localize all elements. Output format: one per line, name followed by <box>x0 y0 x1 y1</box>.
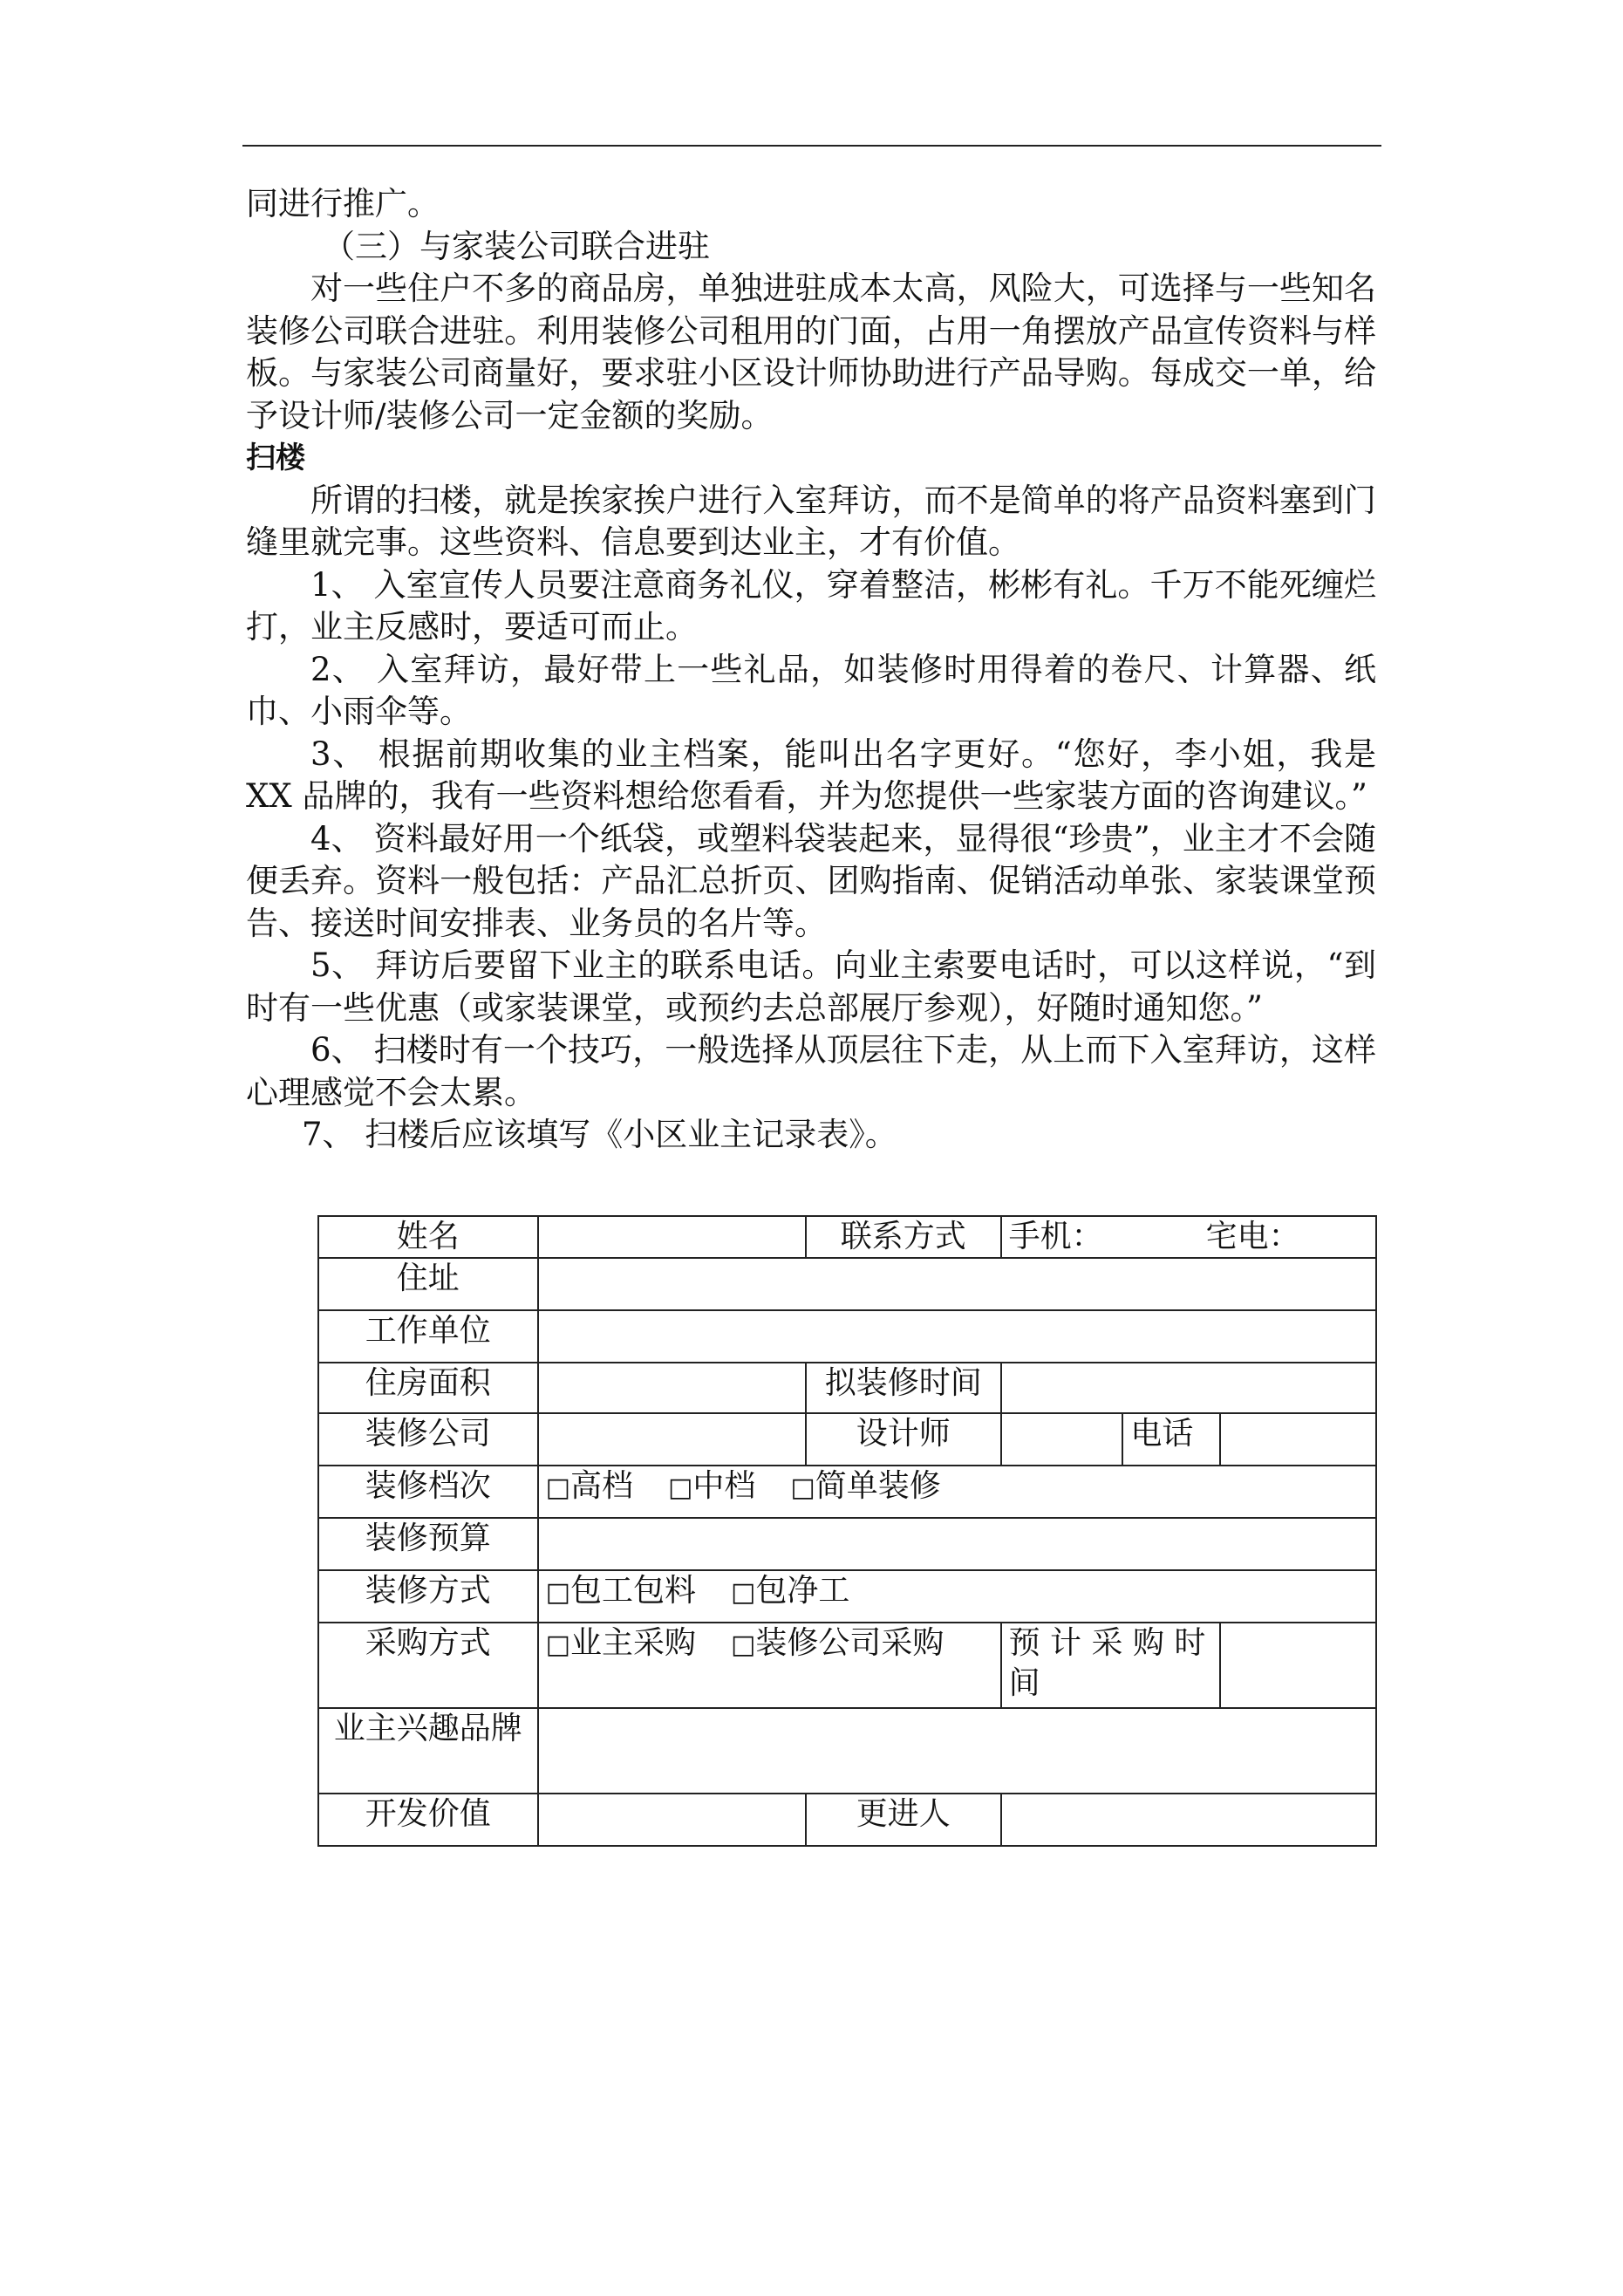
table-row <box>318 1216 1376 1258</box>
checkbox-icon[interactable]: □ <box>790 1473 815 1503</box>
label-name: 姓名 <box>318 1216 538 1258</box>
label-reno-company: 装修公司 <box>318 1413 538 1466</box>
grade-options <box>538 1466 1376 1518</box>
method-options <box>538 1570 1376 1623</box>
label-follow-up: 更进人 <box>806 1794 1001 1846</box>
label-planned-reno-time: 拟装修时间 <box>806 1363 1001 1413</box>
value-brand-interest[interactable] <box>538 1708 1376 1794</box>
value-reno-company[interactable] <box>538 1413 806 1466</box>
label-contact: 联系方式 <box>806 1216 1001 1258</box>
value-est-purchase-time[interactable] <box>1220 1623 1376 1708</box>
label-reno-grade: 装修档次 <box>318 1466 538 1518</box>
table-row <box>318 1310 1376 1363</box>
option-label: 简单装修 <box>815 1468 941 1504</box>
value-address[interactable] <box>538 1258 1376 1310</box>
checkbox-icon[interactable]: □ <box>667 1473 693 1503</box>
checkbox-icon[interactable]: □ <box>730 1577 756 1608</box>
option-label: 高档 <box>569 1468 633 1504</box>
table-row <box>318 1570 1376 1623</box>
list-item: 1、 入室宣传人员要注意商务礼仪，穿着整洁，彬彬有礼。千万不能死缠烂打，业主反感时，要适可而止。 <box>246 565 1376 646</box>
header-rule <box>242 145 1381 147</box>
label-brand-interest: 业主兴趣品牌 <box>318 1708 538 1794</box>
option-label: 包工包料 <box>569 1573 696 1609</box>
list-item: 5、 拜访后要留下业主的联系电话。向业主索要电话时，可以这样说，“到时有一些优惠（或家装课堂，或预约去总部展厅参观），好随时通知您。” <box>246 946 1376 1027</box>
body-text <box>246 183 1376 1157</box>
label-dev-value: 开发价值 <box>318 1794 538 1846</box>
label-purchase-method: 采购方式 <box>318 1623 538 1708</box>
checkbox-icon[interactable]: □ <box>730 1630 756 1660</box>
value-phone[interactable] <box>1220 1413 1376 1466</box>
option-label: 装修公司采购 <box>755 1625 944 1661</box>
table-row <box>318 1794 1376 1846</box>
table-row <box>318 1518 1376 1570</box>
list-item: 3、 根据前期收集的业主档案，能叫出名字更好。“您好，李小姐，我是 XX 品牌的，我有一些资料想给您看看，并为您提供一些家装方面的咨询建议。” <box>246 735 1376 815</box>
paragraph: 同进行推广。 <box>246 185 440 222</box>
checkbox-icon[interactable]: □ <box>545 1630 570 1660</box>
table-row <box>318 1623 1376 1708</box>
value-dev-value[interactable] <box>538 1794 806 1846</box>
list-item: 2、 入室拜访，最好带上一些礼品，如装修时用得着的卷尺、计算器、纸巾、小雨伞等。 <box>246 650 1376 730</box>
label-work-unit: 工作单位 <box>318 1310 538 1363</box>
list-item: 7、 扫楼后应该填写《小区业主记录表》。 <box>302 1116 897 1153</box>
label-mobile: 手机： <box>1008 1219 1103 1254</box>
label-est-purchase-time: 预 计 采 购 时间 <box>1001 1623 1221 1708</box>
purchase-options <box>538 1623 1001 1708</box>
option-label: 包净工 <box>755 1573 850 1609</box>
checkbox-icon[interactable]: □ <box>545 1473 570 1503</box>
table-row <box>318 1708 1376 1794</box>
table-row <box>318 1258 1376 1310</box>
subsection-heading: （三）与家装公司联合进驻 <box>323 227 710 265</box>
value-housing-area[interactable] <box>538 1363 806 1413</box>
option-label: 中档 <box>692 1468 756 1504</box>
label-address: 住址 <box>318 1258 538 1310</box>
value-reno-budget[interactable] <box>538 1518 1376 1570</box>
value-work-unit[interactable] <box>538 1310 1376 1363</box>
label-reno-method: 装修方式 <box>318 1570 538 1623</box>
label-home-phone: 宅电： <box>1205 1219 1300 1254</box>
label-phone: 电话 <box>1122 1413 1220 1466</box>
label-housing-area: 住房面积 <box>318 1363 538 1413</box>
label-designer: 设计师 <box>806 1413 1001 1466</box>
list-item: 6、 扫楼时有一个技巧，一般选择从顶层往下走，从上而下入室拜访，这样心理感觉不会太累。 <box>246 1031 1376 1111</box>
option-label: 业主采购 <box>569 1625 696 1661</box>
section-heading: 扫楼 <box>246 441 305 475</box>
label-reno-budget: 装修预算 <box>318 1518 538 1570</box>
table-row <box>318 1363 1376 1413</box>
value-planned-reno-time[interactable] <box>1001 1363 1376 1413</box>
value-name[interactable] <box>538 1216 806 1258</box>
value-follow-up[interactable] <box>1001 1794 1376 1846</box>
table-row <box>318 1413 1376 1466</box>
value-designer[interactable] <box>1001 1413 1123 1466</box>
owner-record-table <box>317 1215 1377 1847</box>
table-row <box>318 1466 1376 1518</box>
paragraph: 所谓的扫楼，就是挨家挨户进行入室拜访，而不是简单的将产品资料塞到门缝里就完事。这些资料、信息要到达业主，才有价值。 <box>246 481 1376 561</box>
checkbox-icon[interactable]: □ <box>545 1577 570 1608</box>
paragraph: 对一些住户不多的商品房，单独进驻成本太高，风险大，可选择与一些知名装修公司联合进驻。利用装修公司租用的门面，占用一角摆放产品宣传资料与样板。与家装公司商量好，要求驻小区设计师协助进行产品导购。每成交一单，给予设计师/装修公司一定金额的奖励。 <box>246 270 1376 434</box>
list-item: 4、 资料最好用一个纸袋，或塑料袋装起来，显得很“珍贵”，业主才不会随便丢弃。资料一般包括：产品汇总折页、团购指南、促销活动单张、家装课堂预告、接送时间安排表、业务员的名片等。 <box>246 819 1376 942</box>
value-contact[interactable] <box>1001 1216 1376 1258</box>
